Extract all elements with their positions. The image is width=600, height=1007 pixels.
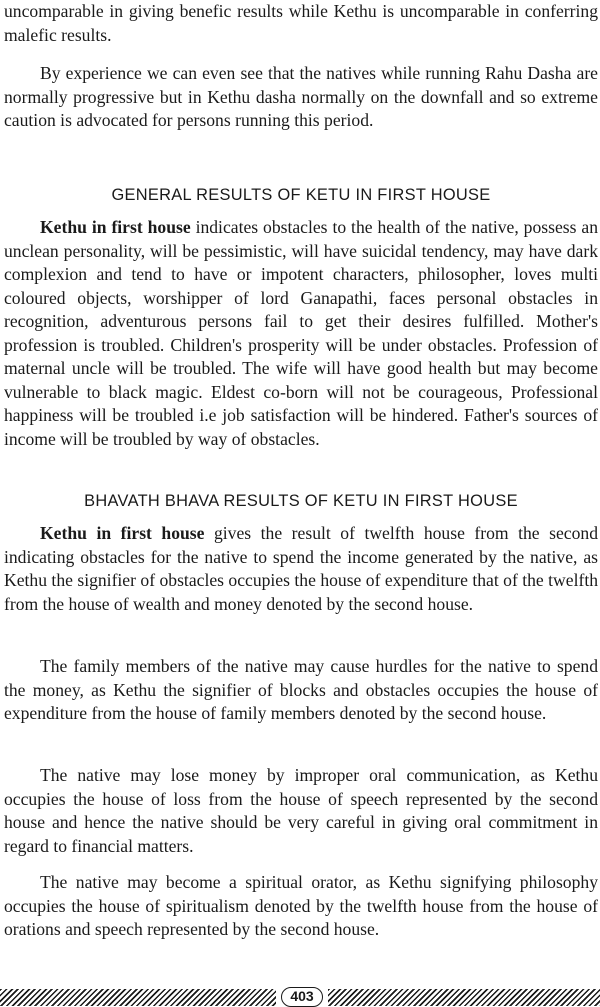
paragraph-family-members: The family members of the native may cause hurdles for the native to spend the money, as Kethu the signifier of blocks and obstacles occupies the house of expenditure from the house of family members denoted by the second house. (4, 656, 598, 723)
lead-text: Kethu in first house (40, 523, 205, 543)
paragraph-general-results (4, 216, 598, 451)
paragraph-intro-end: uncomparable in giving benefic results while Kethu is uncomparable in conferring malefic results. (4, 1, 598, 45)
lead-text: Kethu in first house (40, 217, 191, 237)
body-text: indicates obstacles to the health of the native, possess an unclean personality, will be pessimistic, will have suicidal tendency, may have dark complexion and tend to have or impotent characters, philosopher, loves multi coloured objects, worshipper of lord Ganapathi, faces personal obstacles in recognition, adventurous persons fail to get their desires fulfilled. Mother's profession is troubled. Children's prosperity will be under obstacles. Profession of maternal uncle will be troubled. The wife will have good health but may become vulnerable to black magic. Eldest co-born will not be courageous, Professional happiness will be troubled i.e job satisfaction will be hindered. Father's sources of income will be troubled by way of obstacles. (4, 217, 599, 449)
paragraph-oral-communication: The native may lose money by improper oral communication, as Kethu occupies the house of loss from the house of speech represented by the second house and hence the native should be very careful in giving oral commitment in regard to financial matters. (4, 765, 598, 856)
body-text: gives the result of twelfth house from the second indicating obstacles for the native to spend the income generated by the native, as Kethu the signifier of obstacles occupies the house of expenditure that of the twelfth from the house of wealth and money denoted by the second house. (4, 523, 598, 614)
section-heading-bhavath-bhava: BHAVATH BHAVA RESULTS OF KETU IN FIRST HOUSE (84, 492, 518, 510)
section-heading-general-results: GENERAL RESULTS OF KETU IN FIRST HOUSE (111, 186, 491, 204)
paragraph-spiritual-orator: The native may become a spiritual orator, as Kethu signifying philosophy occupies the house of spiritualism denoted by the twelfth house from the house of orations and speech represented by the second house. (4, 872, 598, 939)
paragraph-experience: By experience we can even see that the natives while running Rahu Dasha are normally progressive but in Kethu dasha normally on the downfall and so extreme caution is advocated for persons running this period. (4, 63, 598, 130)
page-footer (0, 986, 600, 1007)
footer-hatch-left (0, 989, 276, 1006)
footer-hatch-right (328, 989, 600, 1006)
page-number: 403 (281, 987, 323, 1007)
paragraph-bhavath-bhava (4, 522, 598, 616)
